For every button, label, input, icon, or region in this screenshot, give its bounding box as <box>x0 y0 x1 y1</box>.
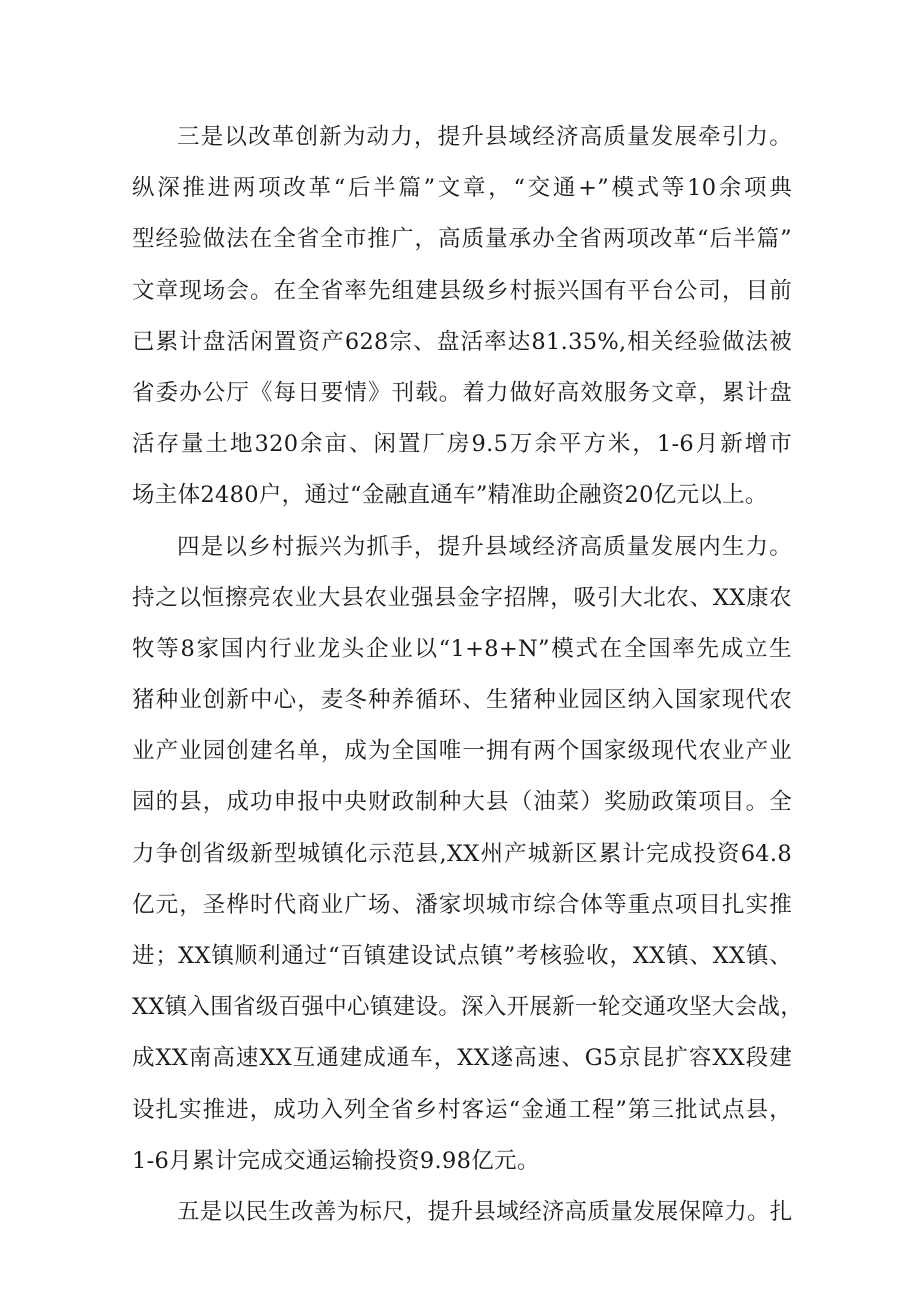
paragraph-reform <box>132 112 792 522</box>
text-line: 力争创省级新型城镇化示范县,XX州产城新区累计完成投资64.8 <box>132 840 792 867</box>
paragraph-livelihood <box>132 1187 792 1238</box>
paragraph-heading-line: 五是以民生改善为标尺，提升县域经济高质量发展保障力。扎 <box>177 1198 793 1225</box>
text-line: 持之以恒擦亮农业大县农业强县金字招牌，吸引大北农、XX康农 <box>132 584 792 611</box>
text-line: XX镇入围省级百强中心镇建设。深入开展新一轮交通攻坚大会战， <box>132 994 804 1021</box>
text-line: 省委办公厅《每日要情》刊载。着力做好高效服务文章，累计盘 <box>132 379 792 406</box>
text-line: 活存量土地320余亩、闲置厂房9.5万余平方米，1-6月新增市 <box>132 431 792 458</box>
text-line: 园的县，成功申报中央财政制种大县（油菜）奖励政策项目。全 <box>132 789 792 816</box>
text-line: 已累计盘活闲置资产628宗、盘活率达81.35%,相关经验做法被 <box>132 328 792 355</box>
text-line: 亿元，圣桦时代商业广场、潘家坝城市综合体等重点项目扎实推 <box>132 891 792 918</box>
paragraph-rural-revitalization <box>132 522 804 1187</box>
text-line: 纵深推进两项改革“后半篇”文章，“交通+”模式等10余项典 <box>132 175 792 202</box>
text-line: 文章现场会。在全省率先组建县级乡村振兴国有平台公司，目前 <box>132 277 792 304</box>
document-body <box>132 112 804 1238</box>
text-line: 场主体2480户，通过“金融直通车”精准助企融资20亿元以上。 <box>132 482 768 509</box>
text-line: 设扎实推进，成功入列全省乡村客运“金通工程”第三批试点县， <box>132 1096 792 1123</box>
text-line: 成XX南高速XX互通建成通车，XX遂高速、G5京昆扩容XX段建 <box>132 1045 792 1072</box>
text-line: 进；XX镇顺利通过“百镇建设试点镇”考核验收，XX镇、XX镇、 <box>132 943 792 969</box>
text-line: 型经验做法在全省全市推广，高质量承办全省两项改革“后半篇” <box>132 226 792 253</box>
text-line: 业产业园创建名单，成为全国唯一拥有两个国家级现代农业产业 <box>132 738 792 765</box>
paragraph-heading-line: 三是以改革创新为动力，提升县域经济高质量发展牵引力。 <box>177 124 792 150</box>
text-line: 牧等8家国内行业龙头企业以“1+8+N”模式在全国率先成立生 <box>132 635 792 662</box>
paragraph-heading-line: 四是以乡村振兴为抓手，提升县域经济高质量发展内生力。 <box>177 533 792 560</box>
text-line: 猪种业创新中心，麦冬种养循环、生猪种业园区纳入国家现代农 <box>132 687 792 714</box>
text-line: 1-6月累计完成交通运输投资9.98亿元。 <box>132 1147 540 1174</box>
